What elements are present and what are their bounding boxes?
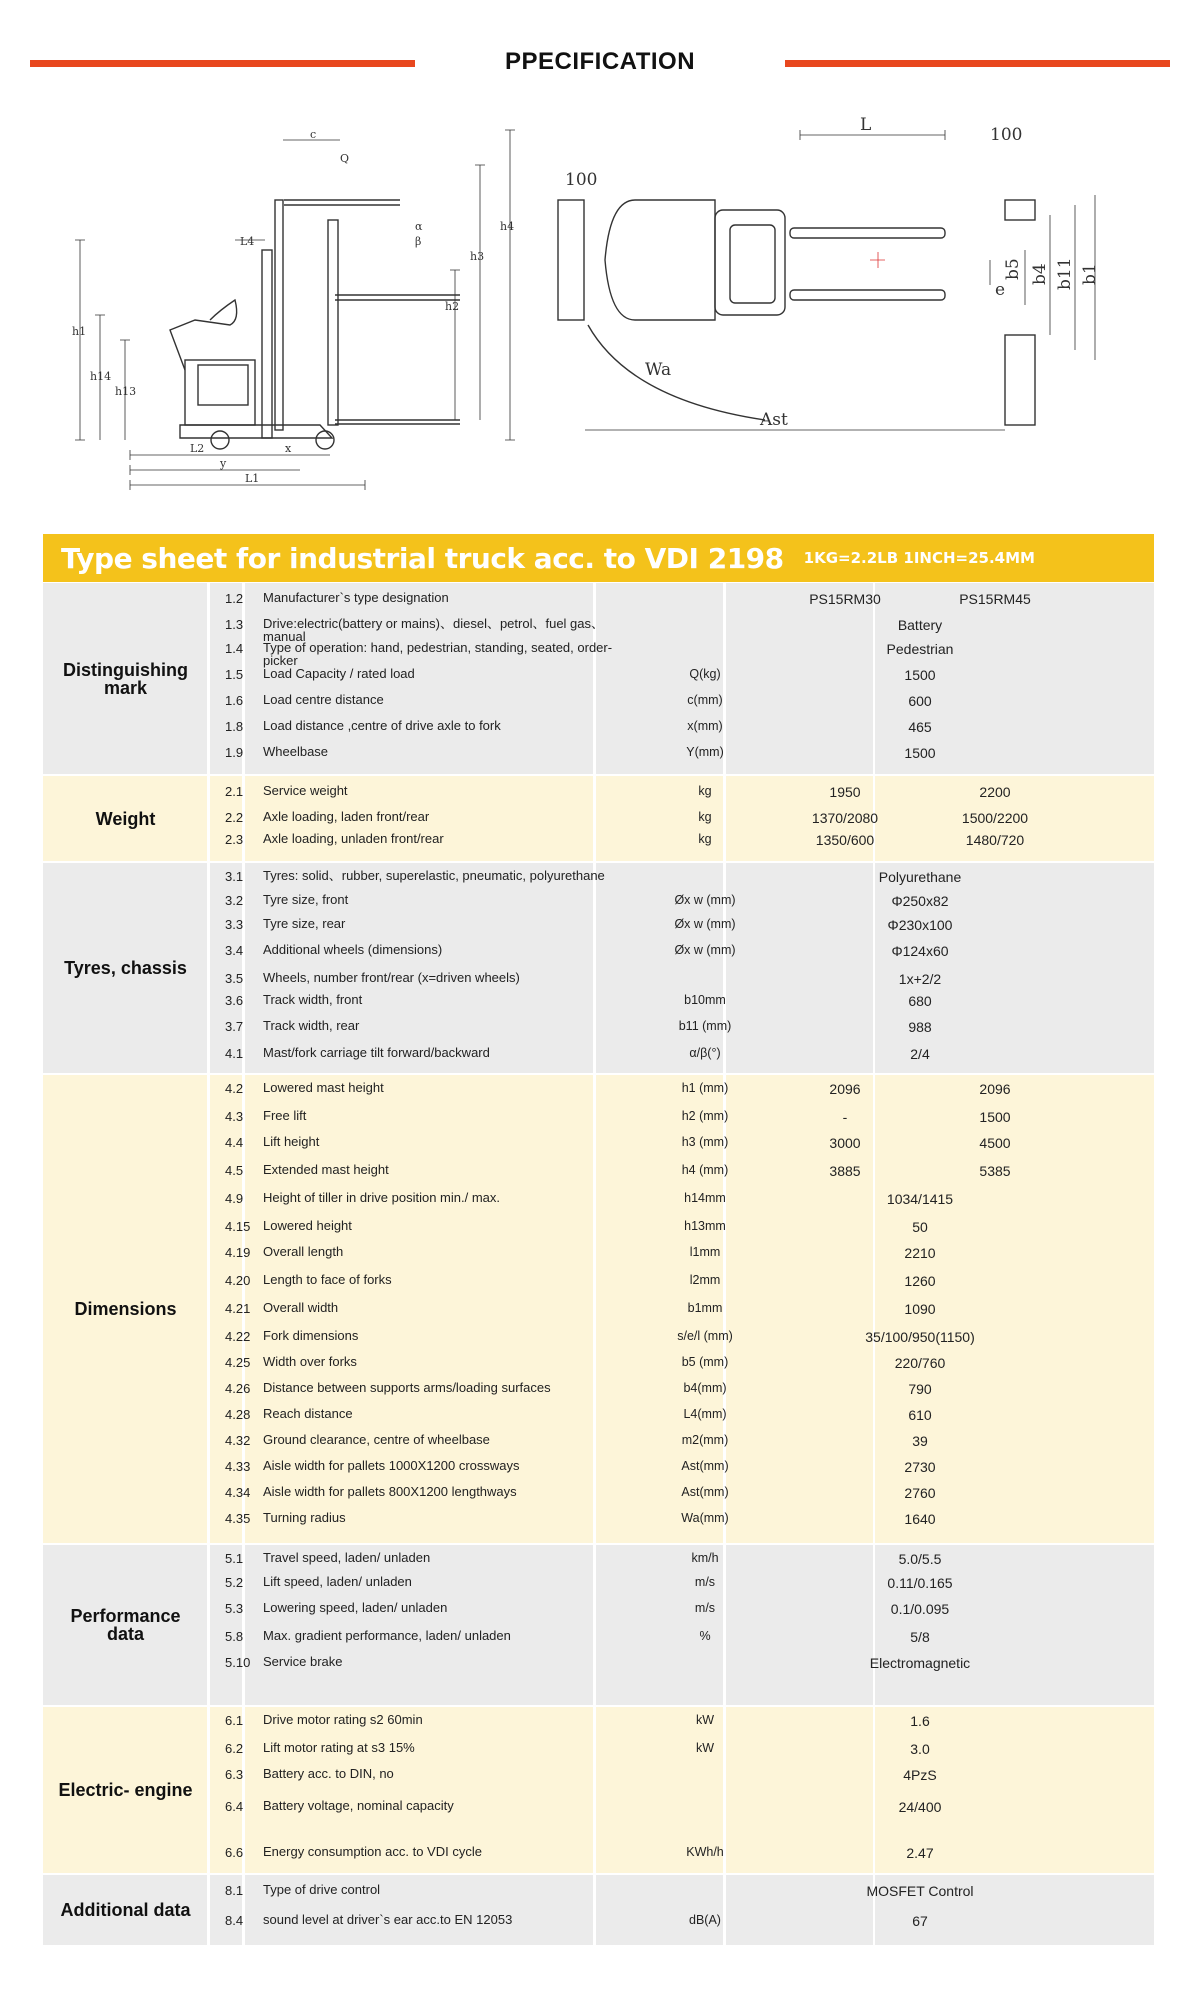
section-category <box>43 1545 208 1705</box>
row-value: Φ230x100 <box>887 917 953 933</box>
svg-text:L1: L1 <box>245 472 260 485</box>
column-divider <box>207 1875 210 1945</box>
svg-text:100: 100 <box>990 125 1023 145</box>
header-rule-right <box>785 60 1170 67</box>
row-value-ps15rm45: 2096 <box>979 1081 1011 1097</box>
row-description: Energy consumption acc. to VDI cycle <box>263 1844 482 1859</box>
svg-text:Ast: Ast <box>760 410 788 430</box>
row-number: 8.4 <box>225 1913 244 1928</box>
row-unit: Øx w (mm) <box>674 893 736 907</box>
row-unit: h4 (mm) <box>681 1163 729 1177</box>
side-view-drawing <box>70 120 520 500</box>
row-value: 4PzS <box>903 1767 937 1783</box>
page-title: PPECIFICATION <box>504 48 696 75</box>
row-value: 24/400 <box>898 1799 942 1815</box>
row-value: 610 <box>908 1407 932 1423</box>
section <box>43 776 1154 861</box>
row-value-ps15rm45: 2200 <box>979 784 1011 800</box>
row-number: 4.33 <box>225 1459 251 1474</box>
row-description: Tyre size, front <box>263 892 349 907</box>
row-unit: m/s <box>694 1575 716 1589</box>
row-value: 790 <box>908 1381 932 1397</box>
row-value-ps15rm45: 4500 <box>979 1135 1011 1151</box>
row-number: 8.1 <box>225 1883 244 1898</box>
row-value: 220/760 <box>894 1355 946 1371</box>
row-unit: kg <box>698 810 712 824</box>
row-number: 6.2 <box>225 1741 244 1756</box>
row-value: Electromagnetic <box>869 1655 971 1671</box>
row-value: 2730 <box>904 1459 936 1475</box>
svg-text:b5: b5 <box>1003 258 1023 280</box>
section <box>43 1707 1154 1873</box>
category-label: Distinguishing <box>63 659 188 680</box>
row-unit: h14mm <box>684 1191 726 1205</box>
row-description: Width over forks <box>263 1354 357 1369</box>
row-number: 5.2 <box>225 1575 244 1590</box>
row-description: Aisle width for pallets 1000X1200 crossways <box>263 1458 520 1473</box>
row-number: 2.2 <box>225 810 244 825</box>
section-category <box>43 1875 208 1945</box>
svg-text:e: e <box>995 280 1006 300</box>
row-value-ps15rm30: - <box>842 1109 848 1125</box>
row-unit: α/β(°) <box>689 1046 721 1060</box>
row-unit: Øx w (mm) <box>674 943 736 957</box>
type-sheet-title: Type sheet for industrial truck acc. to VDI 2198 <box>61 541 784 575</box>
row-unit: l2mm <box>689 1273 721 1287</box>
svg-text:L4: L4 <box>240 235 255 248</box>
row-number: 4.25 <box>225 1355 251 1370</box>
row-description: Height of tiller in drive position min./ max. <box>263 1190 500 1205</box>
row-number: 2.3 <box>225 832 244 847</box>
category-label: Electric- engine <box>58 1780 193 1800</box>
row-description: Manufacturer`s type designation <box>263 590 449 605</box>
row-number: 6.3 <box>225 1767 244 1782</box>
row-number: 3.6 <box>225 993 244 1008</box>
row-description: Lowered height <box>263 1218 352 1233</box>
row-unit: Ast(mm) <box>681 1485 729 1499</box>
row-value: MOSFET Control <box>866 1883 974 1899</box>
row-number: 4.22 <box>225 1329 251 1344</box>
row-number: 4.20 <box>225 1273 251 1288</box>
row-value: 680 <box>908 993 932 1009</box>
column-divider <box>207 1707 210 1873</box>
row-description: Lowering speed, laden/ unladen <box>263 1600 448 1615</box>
svg-text:c: c <box>310 128 317 141</box>
row-value: 1640 <box>904 1511 936 1527</box>
row-unit: m/s <box>694 1601 716 1615</box>
row-unit: h13mm <box>684 1219 726 1233</box>
row-value: 1034/1415 <box>886 1191 954 1207</box>
row-unit: b1mm <box>687 1301 723 1315</box>
row-description: Service weight <box>263 783 348 798</box>
row-value-ps15rm45: 1500/2200 <box>961 810 1029 826</box>
row-unit: s/e/l (mm) <box>677 1329 733 1343</box>
row-number: 5.3 <box>225 1601 244 1616</box>
row-value: 39 <box>912 1433 928 1449</box>
section-category <box>43 583 208 774</box>
section-category <box>43 776 208 861</box>
svg-text:h1: h1 <box>72 325 87 338</box>
row-number: 3.5 <box>225 971 244 986</box>
row-description: Max. gradient performance, laden/ unladen <box>263 1628 511 1643</box>
type-sheet-header <box>43 534 1154 582</box>
row-number: 6.4 <box>225 1799 244 1814</box>
row-unit: m2(mm) <box>681 1433 729 1447</box>
row-description: Battery acc. to DIN, no <box>263 1766 394 1781</box>
row-value: 0.11/0.165 <box>887 1575 953 1591</box>
row-unit: Y(mm) <box>686 745 724 759</box>
row-number: 1.5 <box>225 667 244 682</box>
svg-text:β: β <box>415 235 422 248</box>
row-unit: Wa(mm) <box>681 1511 729 1525</box>
row-value: 67 <box>912 1913 928 1929</box>
svg-text:Wa: Wa <box>645 360 672 380</box>
row-number: 4.28 <box>225 1407 251 1422</box>
units-note: 1KG=2.2LB 1INCH=25.4MM <box>803 549 1035 567</box>
section <box>43 1875 1154 1945</box>
row-value: 1260 <box>904 1273 936 1289</box>
row-description: Distance between supports arms/loading surfaces <box>263 1380 551 1395</box>
row-number: 1.2 <box>225 591 244 606</box>
section-category <box>43 1707 208 1873</box>
row-description: Battery voltage, nominal capacity <box>263 1798 454 1813</box>
section-category <box>43 1075 208 1543</box>
row-unit: b5 (mm) <box>681 1355 729 1369</box>
row-description: Fork dimensions <box>263 1328 359 1343</box>
row-unit: Ast(mm) <box>681 1459 729 1473</box>
row-value-ps15rm30: PS15RM30 <box>809 591 881 607</box>
row-unit: kW <box>695 1713 715 1727</box>
row-unit: l1mm <box>689 1245 721 1259</box>
row-number: 4.9 <box>225 1191 244 1206</box>
row-description: Reach distance <box>263 1406 353 1421</box>
row-unit: km/h <box>691 1551 719 1565</box>
row-unit: Q(kg) <box>689 667 721 681</box>
row-description: Track width, front <box>263 992 363 1007</box>
row-number: 1.4 <box>225 641 244 656</box>
row-description: Drive motor rating s2 60min <box>263 1712 423 1727</box>
row-value: 1500 <box>904 745 936 761</box>
row-number: 4.4 <box>225 1135 244 1150</box>
row-description: Wheelbase <box>263 744 329 759</box>
row-description: Mast/fork carriage tilt forward/backward <box>263 1045 490 1060</box>
row-value-ps15rm30: 3885 <box>829 1163 861 1179</box>
row-value-ps15rm30: 1370/2080 <box>811 810 879 826</box>
row-description: Travel speed, laden/ unladen <box>263 1550 431 1565</box>
row-number: 6.6 <box>225 1845 244 1860</box>
row-unit: kg <box>698 832 712 846</box>
category-label: Dimensions <box>74 1299 177 1319</box>
row-description: Load distance ,centre of drive axle to fork <box>263 718 501 733</box>
row-number: 3.7 <box>225 1019 244 1034</box>
row-number: 4.26 <box>225 1381 251 1396</box>
row-value: 1500 <box>904 667 936 683</box>
row-value-ps15rm30: 2096 <box>829 1081 861 1097</box>
top-view-drawing <box>550 110 1130 440</box>
row-value: Φ250x82 <box>891 893 949 909</box>
row-number: 4.34 <box>225 1485 251 1500</box>
row-number: 5.8 <box>225 1629 244 1644</box>
row-unit: x(mm) <box>687 719 723 733</box>
svg-text:L: L <box>860 115 872 135</box>
section-category <box>43 863 208 1073</box>
svg-text:α: α <box>415 220 423 233</box>
row-number: 6.1 <box>225 1713 244 1728</box>
row-value-ps15rm45: 1480/720 <box>965 832 1025 848</box>
row-value: 465 <box>908 719 932 735</box>
row-description: Tyres: solid、rubber, superelastic, pneumatic, polyurethane <box>263 868 605 883</box>
category-label: Tyres, chassis <box>64 958 187 978</box>
row-value: 5/8 <box>910 1629 930 1645</box>
row-number: 4.2 <box>225 1081 244 1096</box>
svg-text:Q: Q <box>340 152 350 165</box>
row-number: 2.1 <box>225 784 244 799</box>
row-number: 1.3 <box>225 617 244 632</box>
row-number: 4.32 <box>225 1433 251 1448</box>
row-value: 2760 <box>904 1485 936 1501</box>
row-unit: dB(A) <box>689 1913 721 1927</box>
row-unit: L4(mm) <box>683 1407 727 1421</box>
section <box>43 1075 1154 1543</box>
row-description: Lift speed, laden/ unladen <box>263 1574 412 1589</box>
row-value: 1090 <box>904 1301 936 1317</box>
row-number: 3.3 <box>225 917 244 932</box>
row-unit: kW <box>695 1741 715 1755</box>
row-description: Additional wheels (dimensions) <box>263 942 443 957</box>
row-description: Load Capacity / rated load <box>263 666 415 681</box>
row-number: 5.10 <box>225 1655 251 1670</box>
row-description: Free lift <box>263 1108 307 1123</box>
column-divider <box>723 1875 726 1945</box>
svg-text:y: y <box>220 457 227 470</box>
svg-text:h13: h13 <box>115 385 137 398</box>
row-value: 5.0/5.5 <box>898 1551 942 1567</box>
row-description: Wheels, number front/rear (x=driven wheels) <box>263 970 520 985</box>
row-description: Extended mast height <box>263 1162 389 1177</box>
row-value-ps15rm45: PS15RM45 <box>959 591 1031 607</box>
column-divider <box>207 1075 210 1543</box>
row-number: 1.8 <box>225 719 244 734</box>
column-divider <box>207 863 210 1073</box>
column-divider <box>207 1545 210 1705</box>
svg-text:b11: b11 <box>1055 257 1075 290</box>
row-description: Load centre distance <box>263 692 384 707</box>
row-unit: b10mm <box>684 993 726 1007</box>
row-value-ps15rm30: 1350/600 <box>815 832 875 848</box>
row-number: 1.6 <box>225 693 244 708</box>
row-description: Track width, rear <box>263 1018 360 1033</box>
row-description: Axle loading, laden front/rear <box>263 809 430 824</box>
row-number: 3.2 <box>225 893 244 908</box>
row-value: 2210 <box>904 1245 936 1261</box>
row-number: 4.21 <box>225 1301 251 1316</box>
row-description: Overall length <box>263 1244 344 1259</box>
svg-text:h2: h2 <box>445 300 460 313</box>
row-value: 50 <box>912 1219 928 1235</box>
svg-text:h4: h4 <box>500 220 515 233</box>
svg-text:L2: L2 <box>190 442 205 455</box>
row-value-ps15rm30: 3000 <box>829 1135 861 1151</box>
row-number: 4.1 <box>225 1046 244 1061</box>
row-value: Pedestrian <box>886 641 954 657</box>
row-value-ps15rm45: 5385 <box>979 1163 1011 1179</box>
row-description: Type of operation: hand, pedestrian, standing, seated, order-picker <box>263 640 613 668</box>
svg-text:b4: b4 <box>1030 263 1050 285</box>
row-description: Overall width <box>263 1300 339 1315</box>
category-label: Performance <box>70 1606 181 1626</box>
row-value: 3.0 <box>910 1741 930 1757</box>
row-value: 2/4 <box>910 1046 930 1062</box>
row-unit: % <box>699 1629 711 1643</box>
row-description: Tyre size, rear <box>263 916 346 931</box>
row-value: Polyurethane <box>878 869 962 885</box>
row-value: 1x+2/2 <box>898 971 942 987</box>
row-number: 3.1 <box>225 869 244 884</box>
svg-text:h14: h14 <box>90 370 112 383</box>
row-value: Φ124x60 <box>891 943 949 959</box>
column-divider <box>207 776 210 861</box>
row-unit: c(mm) <box>687 693 723 707</box>
row-unit: KWh/h <box>686 1845 724 1859</box>
row-description: Type of drive control <box>263 1882 381 1897</box>
svg-text:x: x <box>285 442 292 455</box>
section <box>43 583 1154 774</box>
row-value-ps15rm30: 1950 <box>829 784 861 800</box>
column-divider <box>723 1545 726 1705</box>
row-number: 5.1 <box>225 1551 244 1566</box>
column-divider <box>207 583 210 774</box>
category-label: Additional data <box>60 1900 191 1920</box>
row-value: Battery <box>897 617 943 633</box>
row-unit: kg <box>698 784 712 798</box>
row-description: Ground clearance, centre of wheelbase <box>263 1432 490 1447</box>
category-label: mark <box>103 677 148 698</box>
section <box>43 863 1154 1073</box>
row-unit: h3 (mm) <box>681 1135 729 1149</box>
column-divider <box>593 1545 596 1705</box>
row-value: 600 <box>908 693 932 709</box>
svg-text:100: 100 <box>565 170 598 190</box>
row-description: Turning radius <box>263 1510 346 1525</box>
row-number: 4.35 <box>225 1511 251 1526</box>
row-number: 4.19 <box>225 1245 251 1260</box>
row-unit: h2 (mm) <box>681 1109 729 1123</box>
row-value: 988 <box>908 1019 932 1035</box>
row-description: Length to face of forks <box>263 1272 392 1287</box>
category-label: data <box>106 1624 144 1644</box>
column-divider <box>242 1545 245 1705</box>
category-label: Weight <box>95 808 156 829</box>
row-description: Axle loading, unladen front/rear <box>263 831 444 846</box>
row-number: 4.15 <box>225 1219 251 1234</box>
row-description: Drive:electric(battery or mains)、diesel、petrol、fuel gas、manual <box>263 616 605 644</box>
row-unit: b11 (mm) <box>678 1019 732 1033</box>
row-value: 35/100/950(1150) <box>865 1329 975 1345</box>
row-value: 0.1/0.095 <box>890 1601 950 1617</box>
row-description: Aisle width for pallets 800X1200 lengthways <box>263 1484 517 1499</box>
row-description: Lift height <box>263 1134 320 1149</box>
column-divider <box>873 1545 875 1705</box>
row-number: 4.5 <box>225 1163 244 1178</box>
row-unit: h1 (mm) <box>681 1081 729 1095</box>
row-description: sound level at driver`s ear acc.to EN 12053 <box>263 1912 513 1927</box>
svg-text:h3: h3 <box>470 250 485 263</box>
row-description: Service brake <box>263 1654 343 1669</box>
row-description: Lift motor rating at s3 15% <box>263 1740 415 1755</box>
row-value-ps15rm45: 1500 <box>979 1109 1011 1125</box>
row-number: 3.4 <box>225 943 244 958</box>
row-value: 2.47 <box>906 1845 934 1861</box>
row-number: 4.3 <box>225 1109 244 1124</box>
row-unit: Øx w (mm) <box>674 917 736 931</box>
section <box>43 1545 1154 1705</box>
row-description: Lowered mast height <box>263 1080 384 1095</box>
row-unit: b4(mm) <box>683 1381 727 1395</box>
svg-text:b1: b1 <box>1080 263 1100 285</box>
row-value: 1.6 <box>910 1713 930 1729</box>
row-number: 1.9 <box>225 745 244 760</box>
